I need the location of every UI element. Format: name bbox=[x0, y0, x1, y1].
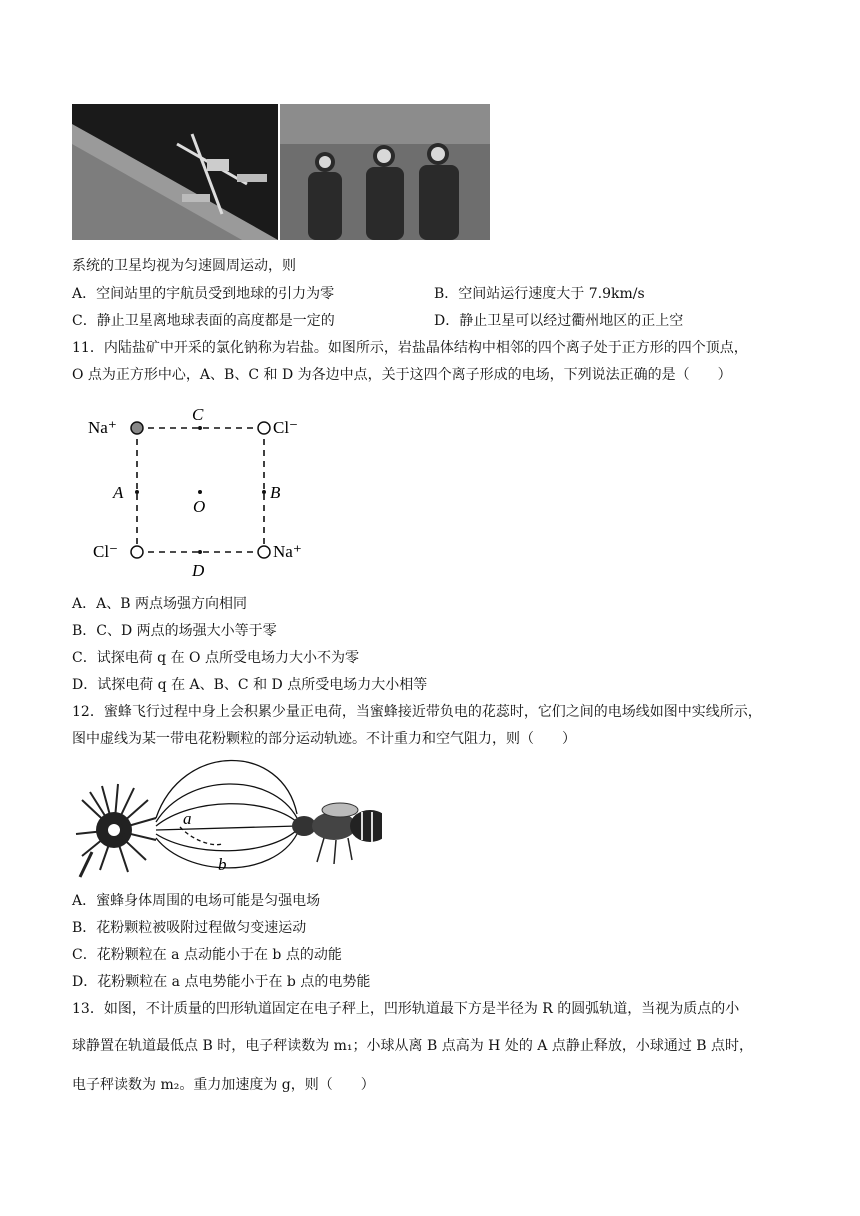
q10-option-c[interactable]: C．静止卫星离地球表面的高度都是一定的 bbox=[72, 313, 335, 329]
flower-icon bbox=[76, 784, 156, 877]
label-na-top-left: Na⁺ bbox=[88, 418, 117, 437]
q11-stem-line1: 11．内陆盐矿中开采的氯化钠称为岩盐。如图所示，岩盐晶体结构中相邻的四个离子处于正方形的四个顶点， bbox=[72, 340, 748, 356]
q11-option-c[interactable]: C．试探电荷 q 在 O 点所受电场力大小不为零 bbox=[72, 650, 359, 666]
label-b-point: b bbox=[218, 855, 227, 874]
q12-option-b[interactable]: B．花粉颗粒被吸附过程做匀变速运动 bbox=[72, 920, 307, 936]
q12-option-d[interactable]: D．花粉颗粒在 a 点电势能小于在 b 点的电势能 bbox=[72, 974, 371, 990]
label-d: D bbox=[192, 561, 205, 580]
label-cl-bottom-left: Cl⁻ bbox=[93, 542, 119, 561]
q13-line3: 电子秤读数为 m₂。重力加速度为 g，则（ ） bbox=[72, 1077, 375, 1093]
space-station-photo bbox=[72, 104, 278, 240]
q11-ion-square-figure bbox=[80, 400, 320, 580]
q11-option-a[interactable]: A．A、B 两点场强方向相同 bbox=[72, 596, 247, 612]
q10-option-d[interactable]: D．静止卫星可以经过衢州地区的正上空 bbox=[434, 313, 684, 329]
q11-stem-line2: O 点为正方形中心，A、B、C 和 D 为各边中点，关于这四个离子形成的电场，下列说法正确的是（ ） bbox=[72, 367, 732, 383]
label-cl-top-right: Cl⁻ bbox=[273, 418, 299, 437]
q11-option-d[interactable]: D．试探电荷 q 在 A、B、C 和 D 点所受电场力大小相等 bbox=[72, 677, 428, 693]
q12-bee-flower-figure bbox=[72, 752, 382, 884]
astronauts-photo bbox=[280, 104, 490, 240]
q12-option-a[interactable]: A．蜜蜂身体周围的电场可能是匀强电场 bbox=[72, 893, 321, 909]
q13-line1: 13．如图，不计质量的凹形轨道固定在电子秤上，凹形轨道最下方是半径为 R 的圆弧轨道，当视为质点的小 bbox=[72, 1001, 740, 1017]
q12-stem-line1: 12．蜜蜂飞行过程中身上会积累少量正电荷，当蜜蜂接近带负电的花蕊时，它们之间的电场线如图中实线所示， bbox=[72, 704, 762, 720]
q13-line2: 球静置在轨道最低点 B 时，电子秤读数为 m₁；小球从离 B 点高为 H 处的 A 点静止释放，小球通过 B 点时， bbox=[72, 1038, 754, 1054]
label-c: C bbox=[192, 405, 204, 424]
q12-stem-line2: 图中虚线为某一带电花粉颗粒的部分运动轨迹。不计重力和空气阻力，则（ ） bbox=[72, 731, 576, 747]
label-a-point: a bbox=[183, 809, 192, 828]
q10-stem-tail: 系统的卫星均视为匀速圆周运动，则 bbox=[72, 258, 296, 274]
label-a: A bbox=[113, 483, 124, 502]
q10-option-a[interactable]: A．空间站里的宇航员受到地球的引力为零 bbox=[72, 286, 335, 302]
q12-option-c[interactable]: C．花粉颗粒在 a 点动能小于在 b 点的动能 bbox=[72, 947, 342, 963]
label-na-bottom-right: Na⁺ bbox=[273, 542, 302, 561]
label-b: B bbox=[270, 483, 281, 502]
q11-option-b[interactable]: B．C、D 两点的场强大小等于零 bbox=[72, 623, 277, 639]
bee-icon bbox=[292, 803, 382, 864]
label-o: O bbox=[193, 497, 206, 516]
q10-option-b[interactable]: B．空间站运行速度大于 7.9km/s bbox=[434, 286, 645, 302]
